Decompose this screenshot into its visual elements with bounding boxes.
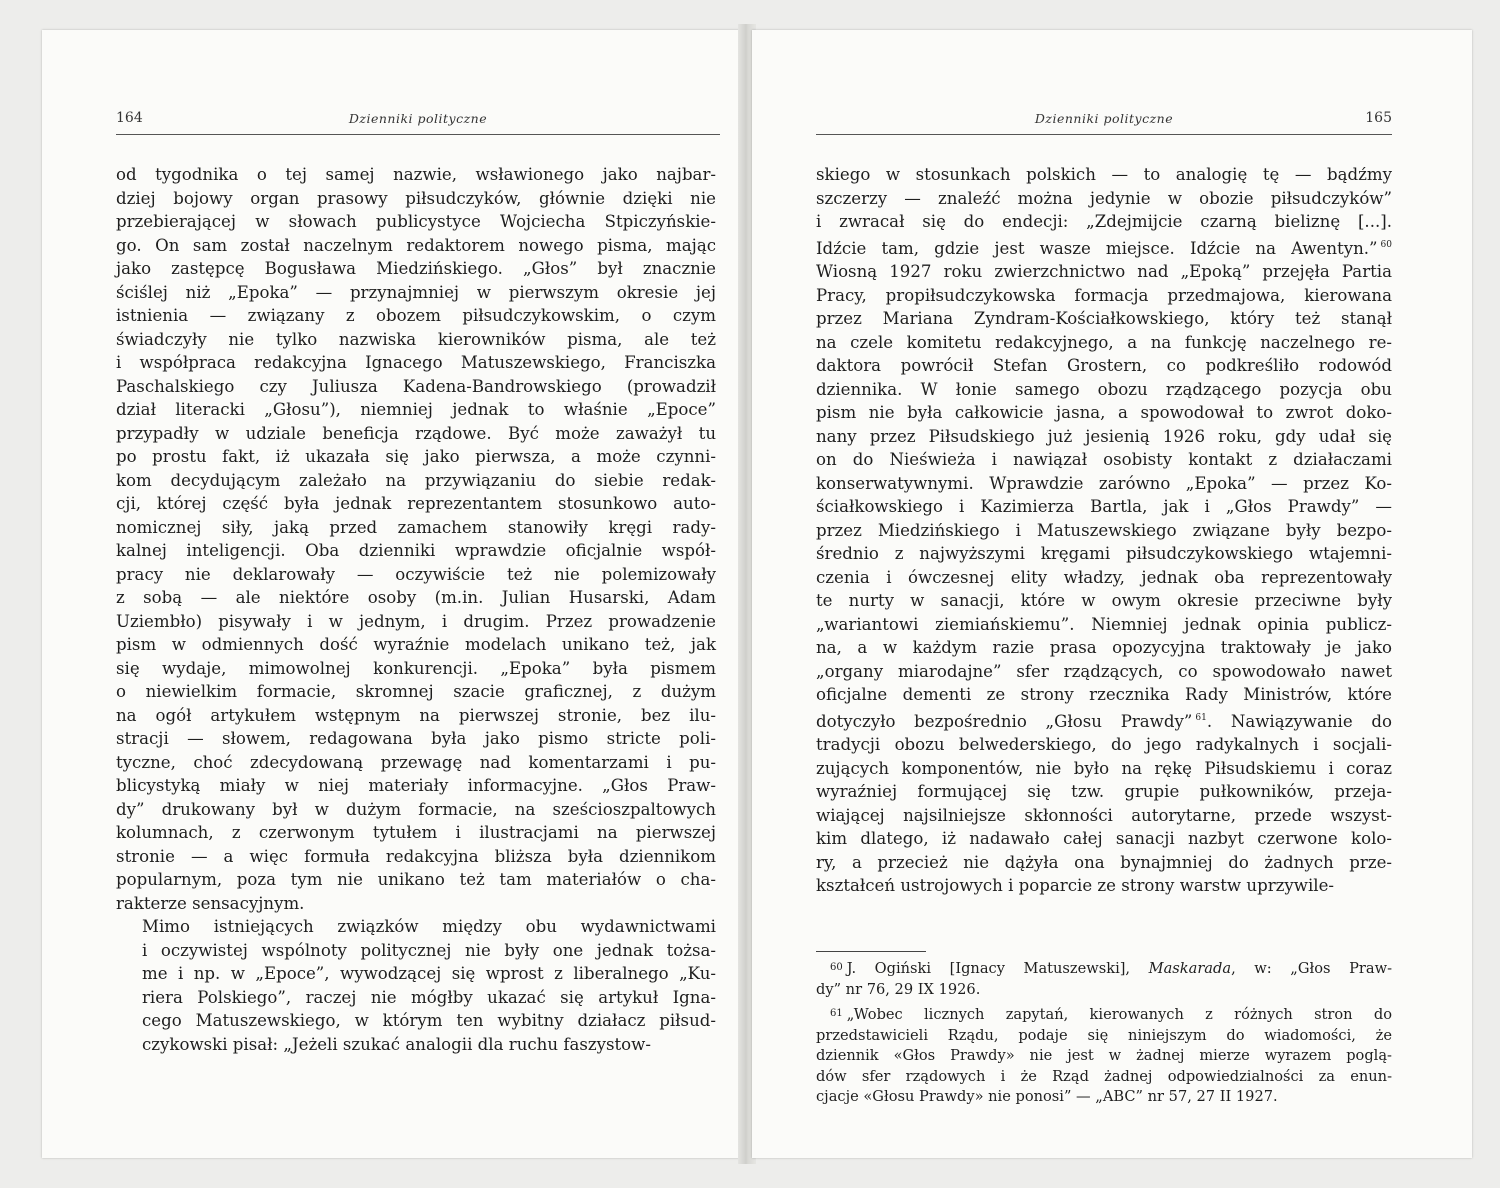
running-title-right: Dzienniki polityczne — [1034, 111, 1174, 126]
text-line: czykowski pisał: „Jeżeli szukać analogii dla ruchu faszystow- — [142, 1034, 651, 1054]
footnote-line — [816, 1026, 1392, 1047]
line-text: pism nie była całkowicie jasna, a spowodował to zwrot doko- — [816, 403, 1392, 422]
line-text: te nurty w sanacji, które w owym okresie przeciwne były — [816, 591, 1392, 610]
text-line — [816, 401, 1392, 425]
text-line: na ogół artykułem wstępnym na pierwszej stronie, bez ilu- — [116, 705, 716, 725]
line-text: ry, a przecież nie dążyła ona bynajmniej do żadnych prze- — [816, 852, 1392, 872]
footnote-line — [816, 1087, 1392, 1108]
text-line — [816, 589, 1392, 613]
text-line: pism w odmiennych dość wyraźnie modelach unikano też, jak — [116, 635, 716, 654]
text-line — [816, 707, 1392, 734]
footnote-line: dy” nr 76, 29 IX 1926. — [816, 980, 981, 998]
text-line: go. On sam został naczelnym redaktorem nowego pisma, mając — [116, 235, 716, 255]
right-page — [752, 30, 1472, 1158]
text-line — [816, 331, 1392, 355]
page-number-left: 164 — [116, 110, 143, 126]
text-line — [816, 636, 1392, 660]
footnote-text: przedstawicieli Rządu, podaje się niniejszym do wiadomości, że — [816, 1026, 1392, 1044]
footnote-text: , w: „Głos Praw- — [1231, 960, 1392, 977]
text-line: po prostu fakt, iż ukazała się jako pierwsza, a może czynni- — [116, 447, 716, 466]
text-line: się wydaje, mimowolnej konkurencji. „Epoka” była pismem — [116, 658, 716, 678]
paragraph — [116, 915, 716, 1056]
text-line — [816, 378, 1392, 402]
text-line: kalnej inteligencji. Oba dzienniki wprawdzie oficjalnie współ- — [116, 541, 716, 560]
line-text: wiającej najsilniejsze skłonności autorytarne, przede wszyst- — [816, 805, 1392, 825]
text-line — [816, 874, 1392, 898]
text-line: stracji — słowem, redagowana była jako pismo stricte poli- — [116, 729, 716, 748]
line-text: oficjalne dementi ze strony rzecznika Rady Ministrów, które — [816, 685, 1392, 704]
text-line: Uziembło) pisywały i w jednym, i drugim. Przez prowadzenie — [116, 611, 716, 631]
line-text: szczerzy — znaleźć można jedynie w obozie piłsudczyków” — [816, 188, 1392, 208]
footnote-60 — [816, 958, 1392, 1000]
line-text: Wiosną 1927 roku zwierzchnictwo nad „Epoką” przejęła Partia — [816, 262, 1392, 281]
text-line: Mimo istniejących związków między obu wydawnictwami — [142, 917, 716, 936]
right-running-head — [816, 110, 1392, 135]
text-line: nomicznej siły, jaką przed zamachem stanowiły kręgi rady- — [116, 517, 716, 537]
text-line — [816, 804, 1392, 828]
line-text: przez Miedzińskiego i Matuszewskiego związane były bezpo- — [816, 520, 1392, 540]
text-line: istnienia — związany z obozem piłsudczykowskim, o czym — [116, 306, 716, 325]
footnote-line — [816, 1004, 1392, 1026]
text-line — [816, 851, 1392, 875]
text-line: ściślej niż „Epoka” — przynajmniej w pierwszym okresie jej — [116, 282, 716, 302]
line-text: czenia i ówczesnej elity władzy, jednak oba reprezentowały — [816, 567, 1392, 587]
text-line: dział literacki „Głosu”), niemniej jednak to właśnie „Epoce” — [116, 400, 716, 419]
footnote-text: dów sfer rządowych i że Rząd żadnej odpowiedzialności za enun- — [816, 1067, 1392, 1085]
line-text: dziennika. W łonie samego obozu rządzącego pozycja obu — [816, 379, 1392, 399]
footnote-rule — [816, 951, 926, 952]
line-text: i zwracał się do endecji: „Zdejmijcie czarną bieliznę [...]. — [816, 212, 1392, 231]
footnote-text: dziennik «Głos Prawdy» nie jest w żadnej mierze wyrazem poglą- — [816, 1047, 1392, 1064]
text-line: kolumnach, z czerwonym tytułem i ilustracjami na pierwszej — [116, 823, 716, 842]
line-text: skiego w stosunkach polskich — to analogię tę — bądźmy — [816, 165, 1392, 184]
text-line — [816, 495, 1392, 519]
line-text: daktora powrócił Stefan Grostern, co podkreśliło rodowód — [816, 356, 1392, 375]
line-text: dotyczyło bezpośrednio „Głosu Prawdy” — [816, 711, 1193, 731]
text-line: przypadły w udziale beneficja rządowe. Być może zaważył tu — [116, 423, 716, 443]
text-line: i współpraca redakcyjna Ignacego Matuszewskiego, Franciszka — [116, 353, 716, 372]
line-text: na czele komitetu redakcyjnego, a na funkcję naczelnego re- — [816, 332, 1392, 352]
text-line — [816, 354, 1392, 378]
footnote-text: cjacje «Głosu Prawdy» nie ponosi” — „ABC” nr 57, 27 II 1927. — [816, 1088, 1278, 1105]
text-line — [816, 210, 1392, 234]
footnote-ref-60: 60 — [1380, 239, 1392, 250]
line-text: nany przez Piłsudskiego już jesienią 1926 roku, gdy udał się — [816, 426, 1392, 446]
text-line — [816, 519, 1392, 543]
text-line: i oczywistej wspólnoty politycznej nie były one jednak tożsa- — [142, 940, 716, 960]
left-running-head — [116, 110, 720, 135]
text-line: o niewielkim formacie, skromnej szacie graficznej, z dużym — [116, 682, 716, 701]
text-line: cji, której część była jednak reprezentantem stosunkowo auto- — [116, 494, 716, 513]
text-line: dziej bojowy organ prasowy piłsudczyków, głównie dzięki nie — [116, 188, 716, 208]
footnotes — [816, 958, 1392, 1112]
line-text: konserwatywnymi. Wprawdzie zarówno „Epoka” — przez Ko- — [816, 473, 1392, 493]
text-line — [816, 284, 1392, 308]
line-text: ściałkowskiego i Kazimierza Bartla, jak i „Głos Prawdy” — — [816, 497, 1392, 516]
footnote-mark: 60 — [830, 962, 843, 973]
text-line: stronie — a więc formuła redakcyjna bliższa była dziennikom — [116, 846, 716, 866]
text-line — [816, 260, 1392, 284]
text-line: z sobą — ale niektóre osoby (m.in. Julian Husarski, Adam — [116, 588, 716, 607]
footnote-title: Maskarada — [1148, 960, 1232, 977]
footnote-text: J. Ogiński [Ignacy Matuszewski], — [846, 960, 1149, 977]
right-body-text — [816, 163, 1392, 898]
text-line — [816, 780, 1392, 804]
line-text: kształceń ustrojowych i poparcie ze strony warstw uprzywile- — [816, 876, 1335, 895]
text-line: od tygodnika o tej samej nazwie, wsławionego jako najbar- — [116, 165, 716, 184]
text-line: przebierającej w słowach publicystyce Wojciecha Stpiczyńskie- — [116, 212, 716, 231]
text-line: pracy nie deklarowały — oczywiście też nie polemizowały — [116, 564, 716, 584]
text-line — [816, 757, 1392, 781]
line-text: średnio z najwyższymi kręgami piłsudczykowskiego wtajemni- — [816, 544, 1392, 563]
text-line — [816, 683, 1392, 707]
line-text: wyraźniej formującej się tzw. grupie pułkowników, przeja- — [816, 782, 1392, 801]
text-line: rakterze sensacyjnym. — [116, 893, 305, 913]
text-line — [816, 448, 1392, 472]
footnote-line — [816, 1046, 1392, 1067]
text-line: dy” drukowany był w dużym formacie, na sześcioszpaltowych — [116, 799, 716, 819]
line-text: „organy miarodajne” sfer rządzących, co spowodowało nawet — [816, 661, 1392, 681]
text-line — [816, 425, 1392, 449]
text-line — [816, 827, 1392, 851]
text-line: kom decydującym zależało na przywiązaniu do siebie redak- — [116, 470, 716, 490]
line-text: „wariantowi ziemiańskiemu”. Niemniej jednak opinia publicz- — [816, 614, 1392, 634]
left-page — [42, 30, 742, 1158]
text-line — [816, 234, 1392, 261]
text-line: jako zastępcę Bogusława Miedzińskiego. „Głos” był znacznie — [116, 259, 716, 278]
line-text: on do Nieświeża i nawiązał osobisty kontakt z działaczami — [816, 450, 1392, 469]
text-line: Paschalskiego czy Juliusza Kadena-Bandrowskiego (prowadził — [116, 376, 716, 396]
text-line — [816, 566, 1392, 590]
footnote-line — [816, 1067, 1392, 1088]
footnote-mark: 61 — [830, 1008, 843, 1019]
text-line: popularnym, poza tym nie unikano też tam materiałów o cha- — [116, 870, 716, 889]
paragraph — [116, 163, 716, 915]
line-text: przez Mariana Zyndram-Kościałkowskiego, który też stanął — [816, 309, 1392, 328]
line-text: tradycji obozu belwederskiego, do jego radykalnych i socjali- — [816, 735, 1392, 754]
text-line — [816, 733, 1392, 757]
line-text: Idźcie tam, gdzie jest wasze miejsce. Idźcie na Awentyn.” — [816, 238, 1378, 258]
footnote-61 — [816, 1004, 1392, 1108]
line-text: kim dlatego, iż nadawało całej sanacji nazbyt czerwone kolo- — [816, 829, 1392, 848]
paragraph — [816, 163, 1392, 898]
text-line: riera Polskiego”, raczej nie mógłby ukazać się artykuł Igna- — [142, 987, 716, 1007]
text-line — [816, 542, 1392, 566]
left-body-text — [116, 163, 716, 1056]
line-text: . Nawiązywanie do — [1206, 711, 1392, 731]
line-text: Pracy, propiłsudczykowska formacja przedmajowa, kierowana — [816, 285, 1392, 305]
text-line: tyczne, choć zdecydowaną przewagę nad komentarzami i pu- — [116, 752, 716, 772]
footnote-ref-61: 61 — [1195, 712, 1207, 723]
text-line — [816, 187, 1392, 211]
page-number-right: 165 — [1365, 110, 1392, 126]
text-line: me i np. w „Epoce”, wywodzącej się wprost z liberalnego „Ku- — [142, 964, 716, 983]
text-line — [816, 163, 1392, 187]
text-line — [816, 472, 1392, 496]
text-line — [816, 307, 1392, 331]
footnote-text: „Wobec licznych zapytań, kierowanych z różnych stron do — [846, 1006, 1392, 1023]
line-text: na, a w każdym razie prasa opozycyjna traktowały je jako — [816, 638, 1392, 657]
text-line — [816, 660, 1392, 684]
text-line: cego Matuszewskiego, w którym ten wybitny działacz piłsud- — [142, 1011, 716, 1030]
running-title-left: Dzienniki polityczne — [348, 111, 488, 126]
text-line: świadczyły nie tylko nazwiska kierowników pisma, ale też — [116, 329, 716, 349]
line-text: zujących komponentów, nie było na rękę Piłsudskiemu i coraz — [816, 758, 1392, 778]
text-line — [816, 613, 1392, 637]
text-line: blicystyką miały w niej materiały informacyjne. „Głos Praw- — [116, 776, 716, 795]
